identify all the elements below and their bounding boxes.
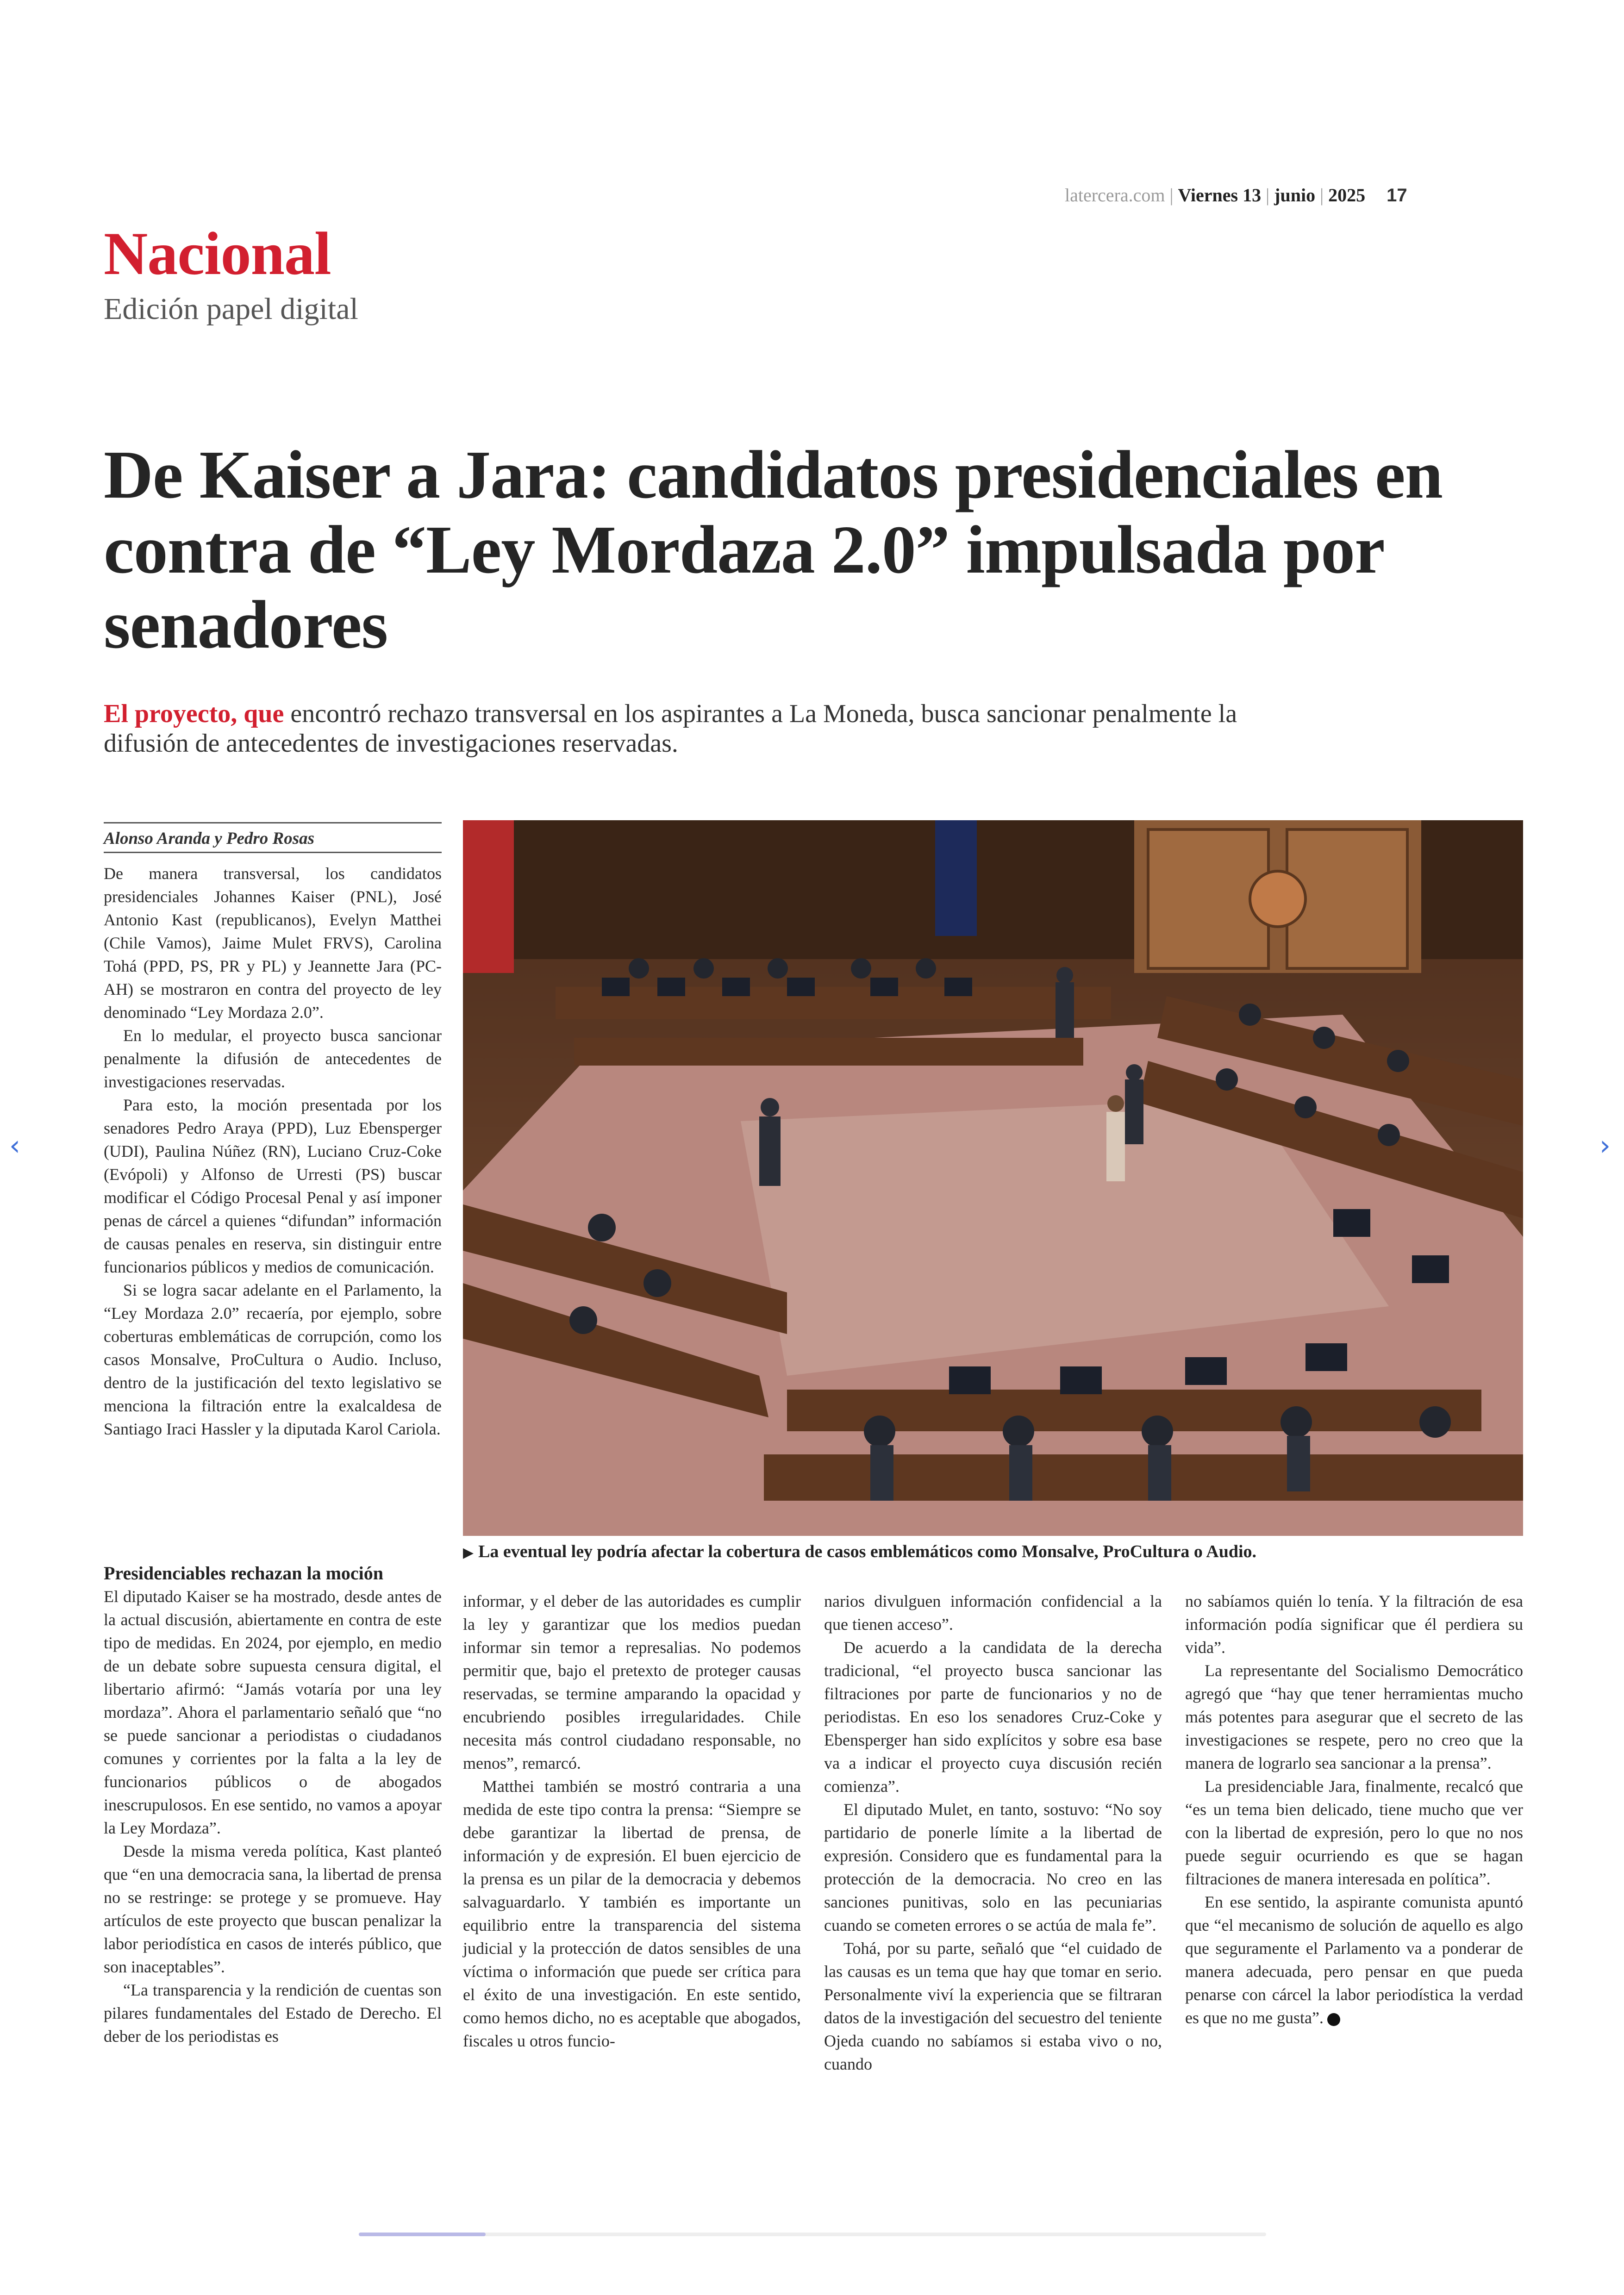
reading-progress-track[interactable] bbox=[359, 2233, 1266, 2236]
paragraph: no sabíamos quién lo tenía. Y la filtración de esa información podía significar que él perdiera su vida”. bbox=[1185, 1592, 1523, 1657]
caption-text: La eventual ley podría afectar la cobertura de casos emblemáticos como Monsalve, ProCultura o Audio. bbox=[478, 1542, 1257, 1561]
header-meta: latercera.com | Viernes 13 | junio | 2025 17 bbox=[1065, 185, 1407, 206]
article-headline: De Kaiser a Jara: candidatos presidenciales en contra de “Ley Mordaza 2.0” impulsada por senadores bbox=[104, 437, 1443, 663]
issue-month: junio bbox=[1274, 185, 1316, 206]
paragraph: Desde la misma vereda política, Kast planteó que “en una democracia sana, la libertad de prensa no se restringe: se protege y se promueve. Hay artículos de este proyecto que buscan penalizar la labor periodística en casos de interés público, que son inaceptables”. bbox=[104, 1842, 442, 1976]
paragraph: “La transparencia y la rendición de cuentas son pilares fundamentales del Estado de Derecho. El deber de los periodistas es bbox=[104, 1981, 442, 2046]
paragraph: Para esto, la moción presentada por los senadores Pedro Araya (PPD), Luz Ebensperger (UDI), Paulina Núñez (RN), Luciano Cruz-Coke (Evópoli) y Alfonso de Urresti (PS) buscar modificar el Código Procesal Penal y así imponer penas de cárcel a quienes “difundan” información de causas penales en reserva, sin distinguir entre funcionarios públicos y medios de comunicación. bbox=[104, 1096, 442, 1276]
issue-year: 2025 bbox=[1328, 185, 1366, 206]
article-column-2 bbox=[463, 1590, 801, 2052]
byline-rule-top bbox=[104, 822, 442, 823]
edition-subtitle: Edición papel digital bbox=[104, 292, 358, 326]
paragraph: narios divulguen información confidencial a la que tienen acceso”. bbox=[824, 1592, 1162, 1634]
senate-chamber-illustration bbox=[463, 820, 1523, 1536]
site-name: latercera.com bbox=[1065, 185, 1165, 206]
article-column-1-lower bbox=[104, 1562, 442, 2048]
paragraph: De acuerdo a la candidata de la derecha tradicional, “el proyecto busca sancionar las filtraciones por parte de funcionarios y no de periodistas. En eso los senadores Cruz-Coke y Ebensperger han sido explícitos y sobre esa base va a indicar el proyecto cuya discusión recién comienza”. bbox=[824, 1638, 1162, 1796]
previous-page-button[interactable]: ‹ bbox=[9, 1129, 20, 1162]
article-column-4 bbox=[1185, 1590, 1523, 2029]
paragraph: El diputado Mulet, en tanto, sostuvo: “No soy partidario de ponerle límite a la libertad de expresión. Considero que es fundamental para la protección de la democracia. No creo en las sanciones punitivas, solo en las pecuniarias cuando se cometen errores o se actúa de mala fe”. bbox=[824, 1800, 1162, 1934]
paragraph: De manera transversal, los candidatos presidenciales Johannes Kaiser (PNL), José Antonio Kast (republicanos), Evelyn Matthei (Chile Vamos), Jaime Mulet FRVS), Carolina Tohá (PPD, PS, PR y PL) y Jeannette Jara (PC-AH) se mostraron en contra del proyecto de ley denominado “Ley Mordaza 2.0”. bbox=[104, 864, 442, 1022]
article-column-3 bbox=[824, 1590, 1162, 2076]
byline-rule-bottom bbox=[104, 852, 442, 853]
article-subhead: Presidenciables rechazan la moción bbox=[104, 1563, 384, 1584]
lead-text: encontró rechazo transversal en los aspirantes a La Moneda, busca sancionar penalmente la difusión de antecedentes de investigaciones reservadas. bbox=[104, 699, 1237, 758]
paragraph: La representante del Socialismo Democrático agregó que “hay que tener herramientas mucho más potentes para asegurar que el secreto de las investigaciones se respete, pero no creo que la manera de lograrlo sea sancionar a la prensa”. bbox=[1185, 1661, 1523, 1772]
byline: Alonso Aranda y Pedro Rosas bbox=[104, 829, 315, 848]
article-photo bbox=[463, 820, 1523, 1536]
article-lead bbox=[104, 699, 1261, 758]
paragraph: Tohá, por su parte, señaló que “el cuidado de las causas es un tema que hay que tomar en serio. Personalmente viví la experiencia que se filtraran datos de la investigación del secuestro del teniente Ojeda cuando no sabíamos si estaba vivo o no, cuando bbox=[824, 1939, 1162, 2073]
paragraph: informar, y el deber de las autoridades es cumplir la ley y garantizar que los medios puedan informar sin temor a represalias. No podemos permitir que, bajo el pretexto de proteger causas reservadas, se termine amparando la opacidad y encubriendo posibles irregularidades. Chile necesita más control ciudadano responsable, no menos”, remarcó. bbox=[463, 1592, 801, 1772]
paragraph: Matthei también se mostró contraria a una medida de este tipo contra la prensa: “Siempre se debe garantizar la libertad de prensa, de información y de expresión. El buen ejercicio de la prensa es un pilar de la democracia y debemos salvaguardarlo. Y también es importante un equilibrio entre la transparencia del sistema judicial y la protección de datos sensibles de una víctima o información que puede ser crítica para el éxito de una investigación. En este sentido, como hemos dicho, no es aceptable que abogados, fiscales u otros funcio- bbox=[463, 1777, 801, 2050]
issue-day: Viernes 13 bbox=[1178, 185, 1262, 206]
caption-arrow-icon: ▶ bbox=[463, 1545, 474, 1560]
paragraph: Si se logra sacar adelante en el Parlamento, la “Ley Mordaza 2.0” recaería, por ejemplo, sobre coberturas emblemáticas de corrupción, como los casos Monsalve, ProCultura o Audio. Incluso, dentro de la justificación del texto legislativo se menciona la filtración entre la exalcaldesa de Santiago Iraci Hassler y la diputada Karol Cariola. bbox=[104, 1281, 442, 1438]
section-title: Nacional bbox=[104, 219, 331, 287]
paragraph: En lo medular, el proyecto busca sancionar penalmente la difusión de antecedentes de investigaciones reservadas. bbox=[104, 1026, 442, 1091]
next-page-button[interactable]: › bbox=[1599, 1129, 1611, 1162]
paragraph-text: En ese sentido, la aspirante comunista apuntó que “el mecanismo de solución de aquello es algo que seguramente el Parlamento va a ponderar de manera adecuada, pero pensar en que pueda penarse con cárcel la labor periodística la verdad es que no me gusta”. bbox=[1185, 1893, 1523, 2027]
page-number: 17 bbox=[1387, 185, 1407, 206]
paragraph: El diputado Kaiser se ha mostrado, desde antes de la actual discusión, abiertamente en contra de este tipo de medidas. En 2024, por ejemplo, en medio de un debate sobre supuesta censura digital, el libertario afirmó: “Jamás votaría por una ley mordaza”. Ahora el parlamentario señaló que “no se puede sancionar a periodistas o ciudadanos comunes y corrientes por la falta a la ley de funcionarios públicos o de abogados inescrupulosos. En ese sentido, no vamos a apoyar la Ley Mordaza”. bbox=[104, 1587, 442, 1837]
paragraph bbox=[1185, 1890, 1523, 2029]
paragraph: La presidenciable Jara, finalmente, recalcó que “es un tema bien delicado, tiene mucho que ver con la libertad de expresión, pero lo que no nos puede seguir ocurriendo es que se hagan filtraciones de manera interesada en política”. bbox=[1185, 1777, 1523, 1888]
reading-progress-fill bbox=[359, 2233, 486, 2236]
end-of-article-icon bbox=[1327, 2013, 1340, 2026]
article-column-1 bbox=[104, 862, 442, 1441]
lead-highlight: El proyecto, que bbox=[104, 699, 284, 728]
photo-caption bbox=[463, 1541, 1523, 1562]
